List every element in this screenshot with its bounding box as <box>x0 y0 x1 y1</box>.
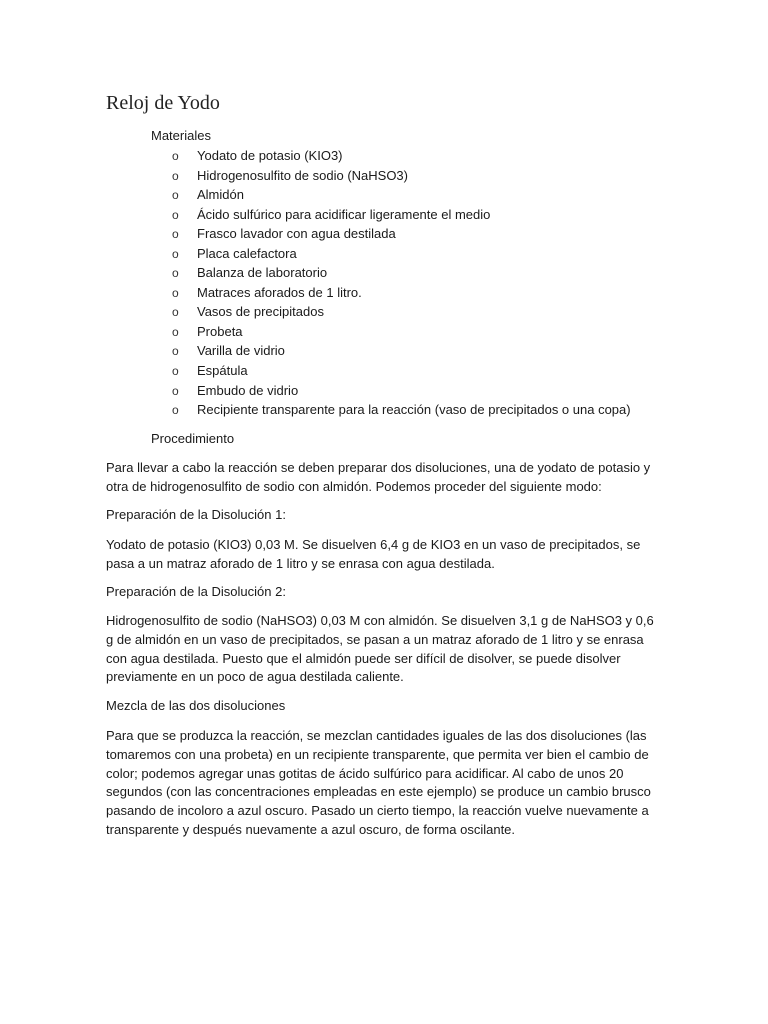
list-item <box>172 205 631 225</box>
bullet-icon: o <box>172 246 179 261</box>
solution1-heading: Preparación de la Disolución 1: <box>106 507 286 522</box>
material-label: Espátula <box>197 363 248 379</box>
bullet-icon: o <box>172 168 179 183</box>
list-item <box>172 283 631 303</box>
material-label: Vasos de precipitados <box>197 304 324 320</box>
bullet-icon: o <box>172 403 179 418</box>
material-label: Frasco lavador con agua destilada <box>197 226 396 242</box>
list-item <box>172 185 631 205</box>
material-label: Almidón <box>197 187 244 203</box>
bullet-icon: o <box>172 344 179 359</box>
bullet-icon: o <box>172 364 179 379</box>
bullet-icon: o <box>172 188 179 203</box>
solution2-heading: Preparación de la Disolución 2: <box>106 584 286 599</box>
list-item <box>172 322 631 342</box>
materials-heading: Materiales <box>151 128 211 143</box>
material-label: Varilla de vidrio <box>197 343 285 359</box>
list-item <box>172 341 631 361</box>
procedure-heading: Procedimiento <box>151 431 235 446</box>
document-title: Reloj de Yodo <box>106 92 220 114</box>
material-label: Probeta <box>197 323 243 339</box>
bullet-icon: o <box>172 227 179 242</box>
list-item <box>172 263 631 283</box>
material-label: Placa calefactora <box>197 245 297 261</box>
material-label: Recipiente transparente para la reacción (vaso de precipitados o una copa) <box>197 402 631 418</box>
material-label: Matraces aforados de 1 litro. <box>197 284 362 300</box>
list-item <box>172 146 631 166</box>
material-label: Hidrogenosulfito de sodio (NaHSO3) <box>197 167 408 183</box>
intro-paragraph: Para llevar a cabo la reacción se deben preparar dos disoluciones, una de yodato de potasio y otra de hidrogenosulfito de sodio con almidón. Podemos proceder del siguiente modo: <box>106 460 651 494</box>
bullet-icon: o <box>172 266 179 281</box>
material-label: Embudo de vidrio <box>197 382 299 398</box>
material-label: Yodato de potasio (KIO3) <box>197 148 343 163</box>
list-item <box>172 302 631 322</box>
materials-list <box>172 146 631 420</box>
list-item <box>172 400 631 420</box>
material-label: Ácido sulfúrico para acidificar ligeramente el medio <box>197 206 491 222</box>
list-item <box>172 381 631 401</box>
solution2-paragraph: Hidrogenosulfito de sodio (NaHSO3) 0,03 M con almidón. Se disuelven 3,1 g de NaHSO3 y 0,6 g de almidón en un vaso de precipitados, se pasan a un matraz aforado de 1 litro y se enrasa con agua destilada. Puesto que el almidón puede ser difícil de disolver, se puede disolver previamente en un poco de agua destilada caliente. <box>106 613 654 685</box>
solution1-paragraph: Yodato de potasio (KIO3) 0,03 M. Se disuelven 6,4 g de KIO3 en un vaso de precipitados, se pasa a un matraz aforado de 1 litro y se enrasa con agua destilada. <box>106 537 641 571</box>
material-label: Balanza de laboratorio <box>197 265 328 281</box>
bullet-icon: o <box>172 324 179 339</box>
mix-paragraph: Para que se produzca la reacción, se mezclan cantidades iguales de las dos disoluciones (las tomaremos con una probeta) en un recipiente transparente, que permita ver bien el cambio de color; podemos agregar unas gotitas de ácido sulfúrico para acidificar. Al cabo de unos 20 segundos (con las concentraciones empleadas en este ejemplo) se produce un cambio brusco pasando de incoloro a azul oscuro. Pasado un cierto tiempo, la reacción vuelve nuevamente a transparente y después nuevamente a azul oscuro, de forma oscilante. <box>106 728 651 837</box>
bullet-icon: o <box>172 207 179 222</box>
bullet-icon: o <box>172 149 179 163</box>
bullet-icon: o <box>172 305 179 320</box>
bullet-icon: o <box>172 383 179 398</box>
mix-heading: Mezcla de las dos disoluciones <box>106 698 286 713</box>
list-item <box>172 166 631 186</box>
list-item <box>172 244 631 264</box>
list-item <box>172 224 631 244</box>
list-item <box>172 361 631 381</box>
bullet-icon: o <box>172 285 179 300</box>
